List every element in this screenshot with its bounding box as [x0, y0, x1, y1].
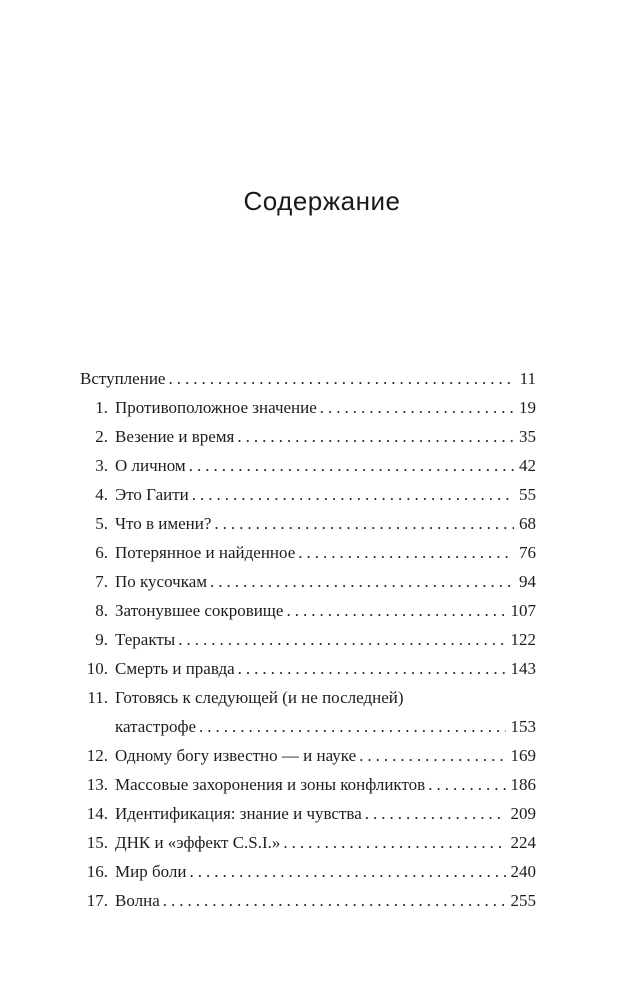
toc-entry-title: Потерянное и найденное	[115, 543, 296, 562]
toc-entry-title: Мир боли	[115, 862, 187, 881]
toc-leader-dots	[178, 625, 505, 654]
toc-entry-title: ДНК и «эффект C.S.I.»	[115, 833, 281, 852]
toc-entry	[80, 857, 536, 886]
toc-entry-title: Вступление	[80, 369, 166, 388]
toc-leader-dots	[428, 770, 505, 799]
toc-entry	[80, 364, 536, 393]
toc-entry	[80, 886, 536, 915]
toc-entry-number: 14.	[86, 804, 108, 823]
toc-entry	[80, 625, 536, 654]
toc-entry-page: 255	[510, 891, 536, 910]
toc-leader-dots	[238, 654, 506, 683]
toc-entry-page: 76	[519, 543, 536, 562]
toc-entry-title: Идентификация: знание и чувства	[115, 804, 362, 823]
toc-entry-title: Противоположное значение	[115, 398, 317, 417]
toc-leader-dots	[189, 451, 514, 480]
toc-entry-number: 4.	[95, 485, 108, 504]
toc-entry-title: Волна	[115, 891, 160, 910]
toc-entry	[80, 654, 536, 683]
toc-entry-page: 11	[519, 369, 536, 388]
toc-entry	[80, 451, 536, 480]
toc-entry-page: 107	[510, 601, 536, 620]
toc-entry-title: Теракты	[115, 630, 176, 649]
toc-entry	[80, 393, 536, 422]
toc-entry-number: 2.	[95, 427, 108, 446]
toc-entry-title: Массовые захоронения и зоны конфликтов	[115, 775, 426, 794]
toc-entry	[80, 683, 536, 712]
toc-entry-number: 3.	[95, 456, 108, 475]
toc-entry	[80, 770, 536, 799]
toc-entry-number: 15.	[86, 833, 108, 852]
toc-entry-title: Везение и время	[115, 427, 235, 446]
toc-entry-page: 68	[519, 514, 536, 533]
toc-entry	[80, 596, 536, 625]
toc-entry-number: 12.	[86, 746, 108, 765]
toc-entry-title: катастрофе	[115, 717, 197, 736]
toc-entry-page: 42	[519, 456, 536, 475]
toc-entry-page: 35	[519, 427, 536, 446]
toc-leader-dots	[189, 857, 505, 886]
toc-leader-dots	[359, 741, 505, 770]
toc-entry-page: 224	[510, 833, 536, 852]
toc-entry-title: Готовясь к следующей (и не последней)	[115, 688, 404, 707]
toc-entry	[80, 567, 536, 596]
toc-list	[80, 364, 536, 915]
toc-entry-number: 5.	[95, 514, 108, 533]
toc-leader-dots	[298, 538, 514, 567]
toc-leader-dots	[214, 509, 514, 538]
toc-entry-number: 7.	[95, 572, 108, 591]
toc-entry-page: 153	[510, 717, 536, 736]
toc-entry	[80, 712, 536, 741]
toc-entry-number: 8.	[95, 601, 108, 620]
toc-entry-page: 55	[519, 485, 536, 504]
toc-entry	[80, 509, 536, 538]
toc-entry	[80, 741, 536, 770]
toc-entry-title: Смерть и правда	[115, 659, 235, 678]
toc-entry-page: 19	[519, 398, 536, 417]
toc-entry-title: Затонувшее сокровище	[115, 601, 284, 620]
toc-entry	[80, 422, 536, 451]
page-title: Содержание	[243, 186, 401, 216]
toc-entry-page: 240	[510, 862, 536, 881]
toc-leader-dots	[320, 393, 514, 422]
toc-entry	[80, 799, 536, 828]
toc-entry-page: 186	[510, 775, 536, 794]
toc-leader-dots	[210, 567, 514, 596]
toc-entry-page: 169	[510, 746, 536, 765]
toc-entry-number: 6.	[95, 543, 108, 562]
toc-entry	[80, 828, 536, 857]
toc-leader-dots	[163, 886, 506, 915]
toc-leader-dots	[199, 712, 505, 741]
toc-leader-dots	[365, 799, 506, 828]
toc-leader-dots	[237, 422, 514, 451]
toc-entry	[80, 538, 536, 567]
toc-leader-dots	[192, 480, 514, 509]
toc-entry-title: О личном	[115, 456, 186, 475]
toc-entry-page: 122	[510, 630, 536, 649]
toc-entry-title: По кусочкам	[115, 572, 208, 591]
toc-entry-number: 13.	[86, 775, 108, 794]
toc-leader-dots	[286, 596, 505, 625]
toc-entry-page: 94	[519, 572, 536, 591]
toc-entry-page: 143	[510, 659, 536, 678]
toc-entry-number: 16.	[86, 862, 108, 881]
toc-entry-title: Что в имени?	[115, 514, 212, 533]
toc-entry-title: Это Гаити	[115, 485, 189, 504]
toc-entry-number: 10.	[86, 659, 108, 678]
toc-entry-number: 11.	[87, 688, 108, 707]
toc-entry-number: 9.	[95, 630, 108, 649]
toc-entry-number: 1.	[95, 398, 108, 417]
toc-entry-page: 209	[510, 804, 536, 823]
toc-entry-number: 17.	[86, 891, 108, 910]
toc-leader-dots	[168, 364, 514, 393]
toc-entry-title: Одному богу известно — и науке	[115, 746, 357, 765]
toc-leader-dots	[283, 828, 505, 857]
toc-entry	[80, 480, 536, 509]
